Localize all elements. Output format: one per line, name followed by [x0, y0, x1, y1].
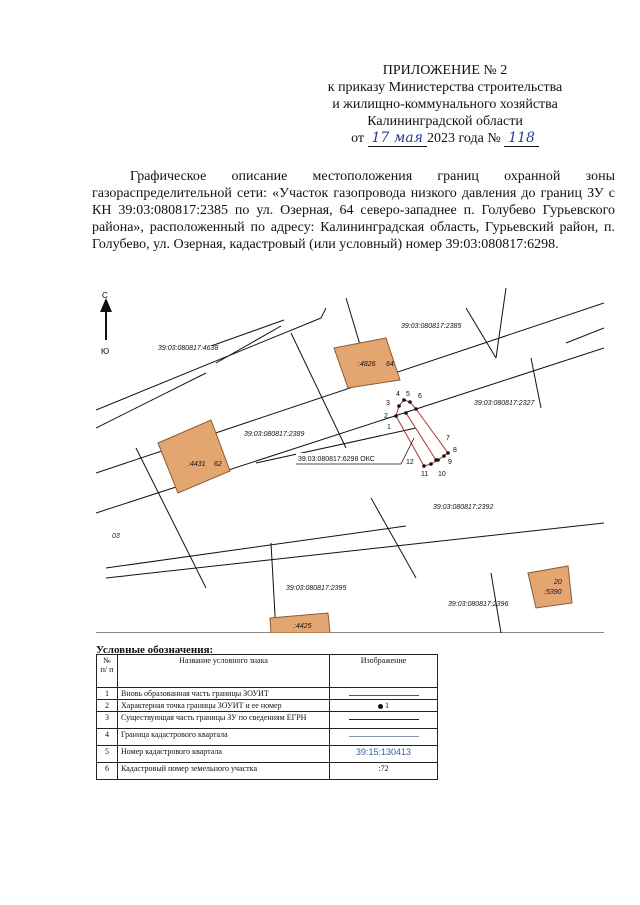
legend-row: 3 Существующая часть границы ЗУ по сведениям ЕГРН [97, 712, 438, 729]
handwritten-date: 17 мая [368, 130, 428, 147]
boundary-point-icon [378, 704, 383, 709]
building-4826-label: :4826 [358, 361, 376, 368]
quarter-number-swatch: 39:15:130413 [355, 747, 412, 757]
existing-boundary-swatch [349, 719, 419, 720]
legend-col-number: № п/ п [97, 655, 118, 688]
building-5390-label: :5390 [544, 589, 562, 596]
parcel-2389-label: 39:03:080817:2389 [244, 431, 305, 438]
parcel-edge-label: 03 [112, 533, 120, 540]
handwritten-number: 118 [504, 130, 539, 147]
point-label: 9 [448, 459, 452, 466]
building-4431-label: :4431 [188, 461, 206, 468]
appendix-title: ПРИЛОЖЕНИЕ № 2 [382, 63, 508, 78]
point-label: 7 [446, 435, 450, 442]
date-prefix: от [351, 131, 364, 146]
building-4431 [158, 420, 230, 493]
point-label: 6 [418, 393, 422, 400]
parcel-number-swatch: :72 [378, 764, 389, 773]
legend-table [96, 654, 438, 780]
cadastral-map [96, 288, 604, 633]
point-label: 10 [438, 471, 446, 478]
building-5390-number: 20 [554, 579, 562, 586]
legend-title: Условные обозначения: [96, 644, 214, 656]
legend-row: 2 Характерная точка границы ЗОУИТ и ее номер 1 [97, 700, 438, 712]
point-label: 5 [406, 391, 410, 398]
building-5390 [528, 566, 572, 608]
building-4431-number: 62 [214, 461, 222, 468]
building-4826-number: 64 [386, 361, 394, 368]
order-line-1: к приказу Министерства строительства [327, 80, 563, 95]
north-label: С [102, 291, 108, 300]
point-label: 3 [386, 400, 390, 407]
graphic-description: Графическое описание местоположения границ охранной зоны газораспределительной сети: «Участок газопровода низкого давления до границ ЗУ с КН 39:03:080817:2385 по ул. Озерная, 64 северо-западнее п. Голубево Гурьевского района», расположенный по адресу: Калининградская область, Гурьевский район, п. Голубево, ул. Озерная, кадастровый (или условный) номер 39:03:080817:6298. [92, 169, 615, 252]
point-label: 2 [384, 413, 388, 420]
legend-row: 1 Вновь образованная часть границы ЗОУИТ [97, 688, 438, 700]
legend-col-name: Название условного знака [118, 655, 330, 688]
legend-header-row [97, 655, 438, 688]
point-label: 4 [396, 391, 400, 398]
point-label: 11 [421, 471, 429, 478]
legend-row: 5 Номер кадастрового квартала 39:15:130413 [97, 746, 438, 763]
north-arrow-icon [100, 291, 112, 356]
south-label: Ю [101, 347, 110, 356]
order-line-2: и жилищно-коммунального хозяйства [332, 97, 558, 112]
point-label: 1 [387, 424, 391, 431]
order-date-line [300, 130, 590, 147]
point-label: 12 [406, 459, 414, 466]
legend-row: 6 Кадастровый номер земельного участка :72 [97, 763, 438, 780]
building-4425-label: :4425 [294, 623, 312, 630]
parcel-2327-label: 39:03:080817:2327 [474, 400, 535, 407]
legend-col-image: Изображение [330, 655, 438, 688]
parcel-2392-label: 39:03:080817:2392 [433, 504, 494, 511]
parcel-2395-label: 39:03:080817:2395 [286, 585, 347, 592]
legend-row: 4 Граница кадастрового квартала [97, 729, 438, 746]
appendix-header [300, 62, 590, 147]
point-label: 8 [453, 447, 457, 454]
parcel-2396-label: 39:03:080817:2396 [448, 601, 509, 608]
order-line-3: Калининградской области [367, 114, 523, 129]
quarter-boundary-swatch [349, 736, 419, 737]
new-zone-boundary-swatch [349, 695, 419, 696]
parcel-4638-label: 39:03:080817:4638 [158, 345, 219, 352]
parcel-6298-label: 39:03:080817:6298 ОКС [298, 456, 375, 463]
parcel-2385-label: 39:03:080817:2385 [401, 323, 462, 330]
year-text: 2023 года № [427, 131, 501, 146]
